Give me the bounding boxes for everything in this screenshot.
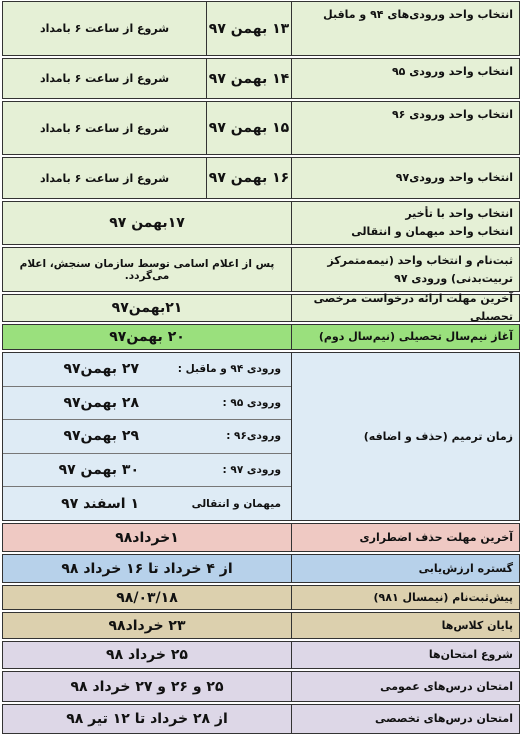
- table-row: [2, 294, 520, 322]
- row-label: [291, 248, 519, 291]
- list-item: [3, 454, 291, 488]
- list-item: [3, 487, 291, 520]
- row-label: پایان کلاس‌ها: [291, 613, 519, 638]
- entry-year-label: ورودی۹۶ :: [226, 430, 281, 443]
- entry-year-label: میهمان و انتقالی: [191, 497, 281, 510]
- row-time: شروع از ساعت ۶ بامداد: [39, 22, 170, 35]
- row-label: آخرین مهلت ارائه درخواست مرخصی تحصیلی: [291, 295, 519, 321]
- entry-date: ۱ اسفند ۹۷: [61, 495, 139, 512]
- row-time: شروع از ساعت ۶ بامداد: [39, 72, 170, 85]
- calendar-table: [2, 1, 520, 734]
- row-value: ۹۸/۰۳/۱۸: [116, 589, 178, 606]
- table-row: [2, 671, 520, 702]
- table-row: [2, 101, 520, 155]
- table-row: [2, 523, 520, 552]
- table-row: [2, 612, 520, 639]
- row-time: شروع از ساعت ۶ بامداد: [39, 171, 170, 185]
- row-date: ۱۴ بهمن ۹۷: [206, 59, 291, 98]
- row-label-line1: ثبت‌نام و انتخاب واحد (نیمه‌متمرکز: [327, 253, 513, 267]
- row-value: پس از اعلام اسامی توسط سازمان سنجش، اعلام می‌گردد.: [19, 257, 275, 282]
- table-row: [2, 554, 520, 583]
- table-row: [2, 704, 520, 734]
- row-value: ۲۰ بهمن۹۷: [109, 329, 185, 345]
- list-item: [3, 387, 291, 421]
- entry-date: ۲۹ بهمن۹۷: [63, 428, 139, 445]
- row-value: ۲۳ خرداد۹۸: [108, 617, 186, 634]
- row-value: از ۴ خرداد تا ۱۶ خرداد ۹۸: [61, 560, 233, 577]
- row-value: از ۲۸ خرداد تا ۱۲ تیر ۹۸: [66, 711, 228, 727]
- repair-schedule: [3, 353, 291, 520]
- row-label-line1: انتخاب واحد با تأخیر: [405, 207, 513, 221]
- row-value: ۱۷بهمن ۹۷: [109, 215, 185, 231]
- row-value: ۱خرداد۹۸: [115, 529, 179, 546]
- table-row: [2, 585, 520, 610]
- table-row: [2, 201, 520, 245]
- table-row: [2, 157, 520, 199]
- row-value: ۲۱بهمن۹۷: [111, 300, 183, 316]
- list-item: [3, 353, 291, 387]
- row-value: ۲۵ و ۲۶ و ۲۷ خرداد ۹۸: [70, 678, 224, 695]
- row-label: انتخاب واحد ورودی ۹۶: [291, 102, 519, 154]
- list-item: [3, 420, 291, 454]
- table-row: [2, 247, 520, 292]
- table-row: [2, 641, 520, 669]
- row-label: زمان ترمیم (حذف و اضافه): [291, 353, 519, 520]
- row-date: ۱۶ بهمن ۹۷: [206, 158, 291, 198]
- row-date: ۱۵ بهمن ۹۷: [206, 102, 291, 154]
- row-label-line2: انتخاب واحد میهمان و انتقالی: [351, 225, 513, 238]
- entry-date: ۲۸ بهمن۹۷: [63, 394, 139, 411]
- table-row: [2, 58, 520, 99]
- table-row: [2, 324, 520, 350]
- row-label: امتحان درس‌های تخصصی: [291, 705, 519, 733]
- row-date: ۱۳ بهمن ۹۷: [206, 2, 291, 55]
- row-label: آغاز نیم‌سال تحصیلی (نیم‌سال دوم): [291, 325, 519, 349]
- table-row: [2, 352, 520, 521]
- row-value: ۲۵ خرداد ۹۸: [106, 647, 188, 663]
- row-label: [291, 202, 519, 244]
- row-label: انتخاب واحد ورودی۹۷: [291, 158, 519, 198]
- row-label: شروع امتحان‌ها: [291, 642, 519, 668]
- row-label-line2: تربیت‌بدنی) ورودی ۹۷: [394, 271, 513, 285]
- row-label: آخرین مهلت حذف اضطراری: [291, 524, 519, 551]
- entry-date: ۳۰ بهمن ۹۷: [58, 462, 139, 479]
- entry-year-label: ورودی ۹۴ و ماقبل :: [177, 363, 281, 376]
- table-row: [2, 1, 520, 56]
- entry-year-label: ورودی ۹۵ :: [222, 396, 281, 409]
- row-label: گستره ارزش‌یابی: [291, 555, 519, 582]
- row-label: امتحان درس‌های عمومی: [291, 672, 519, 701]
- entry-year-label: ورودی ۹۷ :: [222, 464, 281, 477]
- row-label: پیش‌ثبت‌نام (نیمسال ۹۸۱): [291, 586, 519, 609]
- entry-date: ۲۷ بهمن۹۷: [63, 361, 139, 378]
- row-label: انتخاب واحد ورودی‌های ۹۴ و ماقبل: [291, 2, 519, 55]
- row-label: انتخاب واحد ورودی ۹۵: [291, 59, 519, 98]
- row-time: شروع از ساعت ۶ بامداد: [39, 121, 170, 135]
